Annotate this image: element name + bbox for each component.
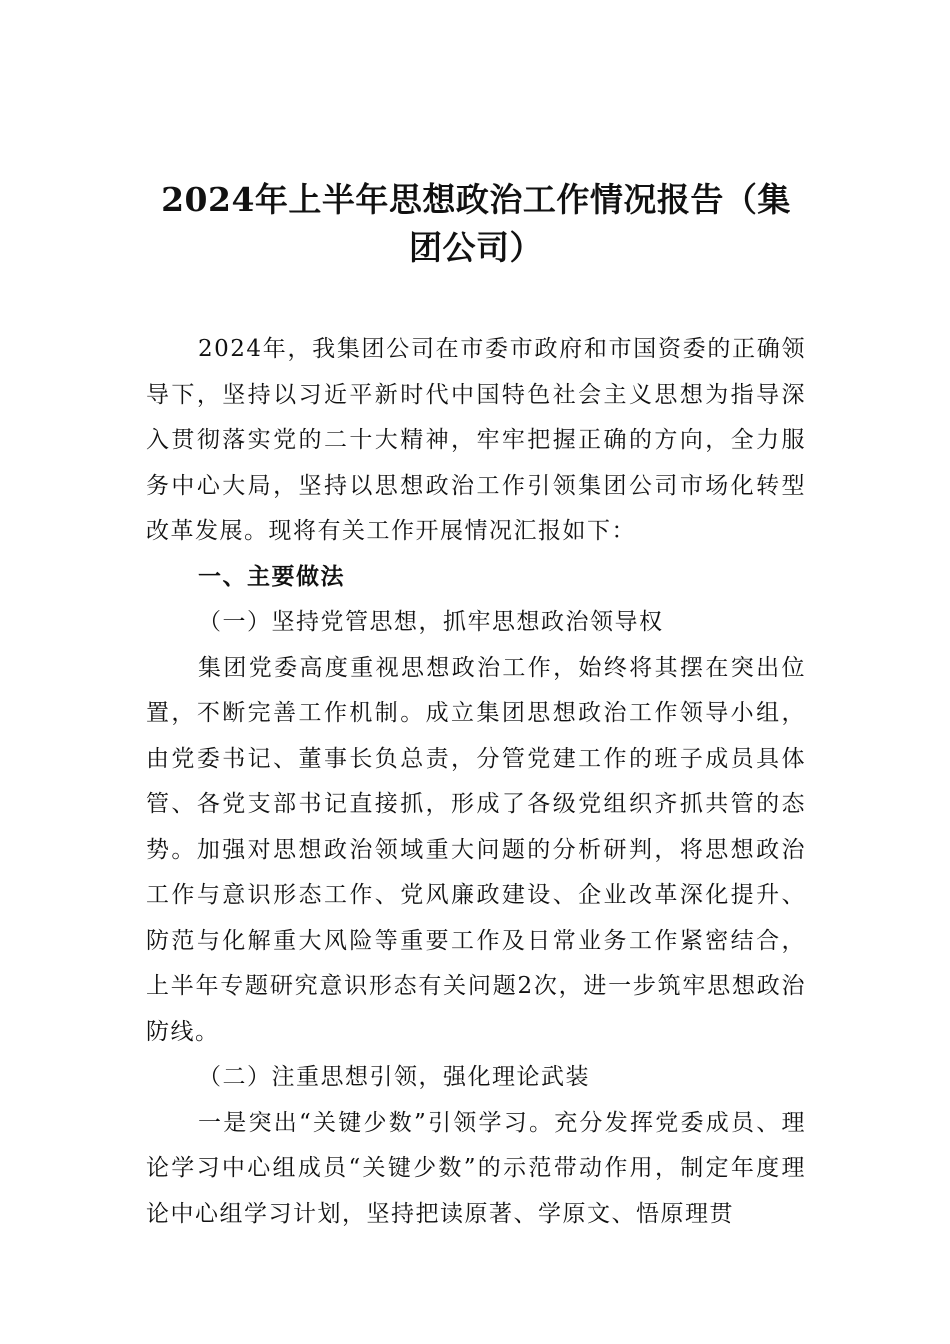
document-body — [146, 327, 806, 1237]
subsection-heading-2: （二）注重思想引领，强化理论武装 — [198, 1064, 590, 1090]
paragraph-key-minority: 一是突出“关键少数”引领学习。充分发挥党委成员、理论学习中心组成员“关键少数”的示范带动作用，制定年度理论中心组学习计划，坚持把读原著、学原文、悟原理贯 — [146, 1109, 806, 1227]
section-heading-main-practices: 一、主要做法 — [198, 563, 345, 590]
paragraph-party-leadership: 集团党委高度重视思想政治工作，始终将其摆在突出位置，不断完善工作机制。成立集团思想政治工作领导小组，由党委书记、董事长负总责，分管党建工作的班子成员具体管、各党支部书记直接抓，形成了各级党组织齐抓共管的态势。加强对思想政治领域重大问题的分析研判，将思想政治工作与意识形态工作、党风廉政建设、企业改革深化提升、防范与化解重大风险等重要工作及日常业务工作紧密结合，上半年专题研究意识形态有关问题2次，进一步筑牢思想政治防线。 — [146, 654, 806, 1045]
document-title: 2024年上半年思想政治工作情况报告（集团公司） — [161, 180, 791, 267]
paragraph-intro: 2024年，我集团公司在市委市政府和市国资委的正确领导下，坚持以习近平新时代中国特色社会主义思想为指导深入贯彻落实党的二十大精神，牢牢把握正确的方向，全力服务中心大局，坚持以思想政治工作引领集团公司市场化转型改革发展。现将有关工作开展情况汇报如下： — [146, 336, 806, 544]
subsection-heading-1: （一）坚持党管思想，抓牢思想政治领导权 — [198, 609, 664, 635]
